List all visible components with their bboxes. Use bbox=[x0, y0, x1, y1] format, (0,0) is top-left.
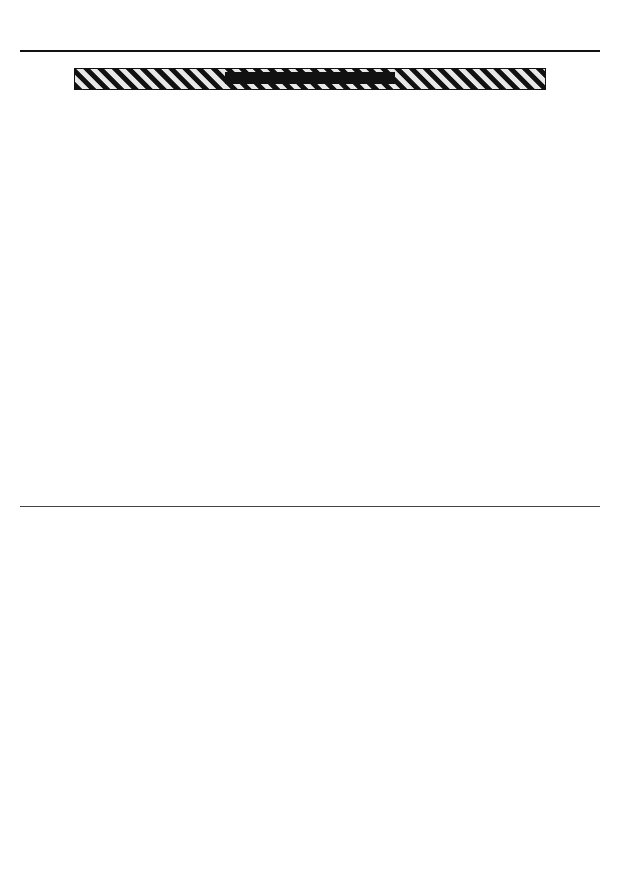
section-divider bbox=[20, 506, 600, 507]
film-reviews-columns bbox=[20, 96, 600, 500]
section-banner bbox=[74, 68, 546, 90]
page-header bbox=[20, 30, 600, 52]
banner-label-block bbox=[225, 72, 395, 84]
cinema-listings-columns bbox=[20, 512, 600, 862]
